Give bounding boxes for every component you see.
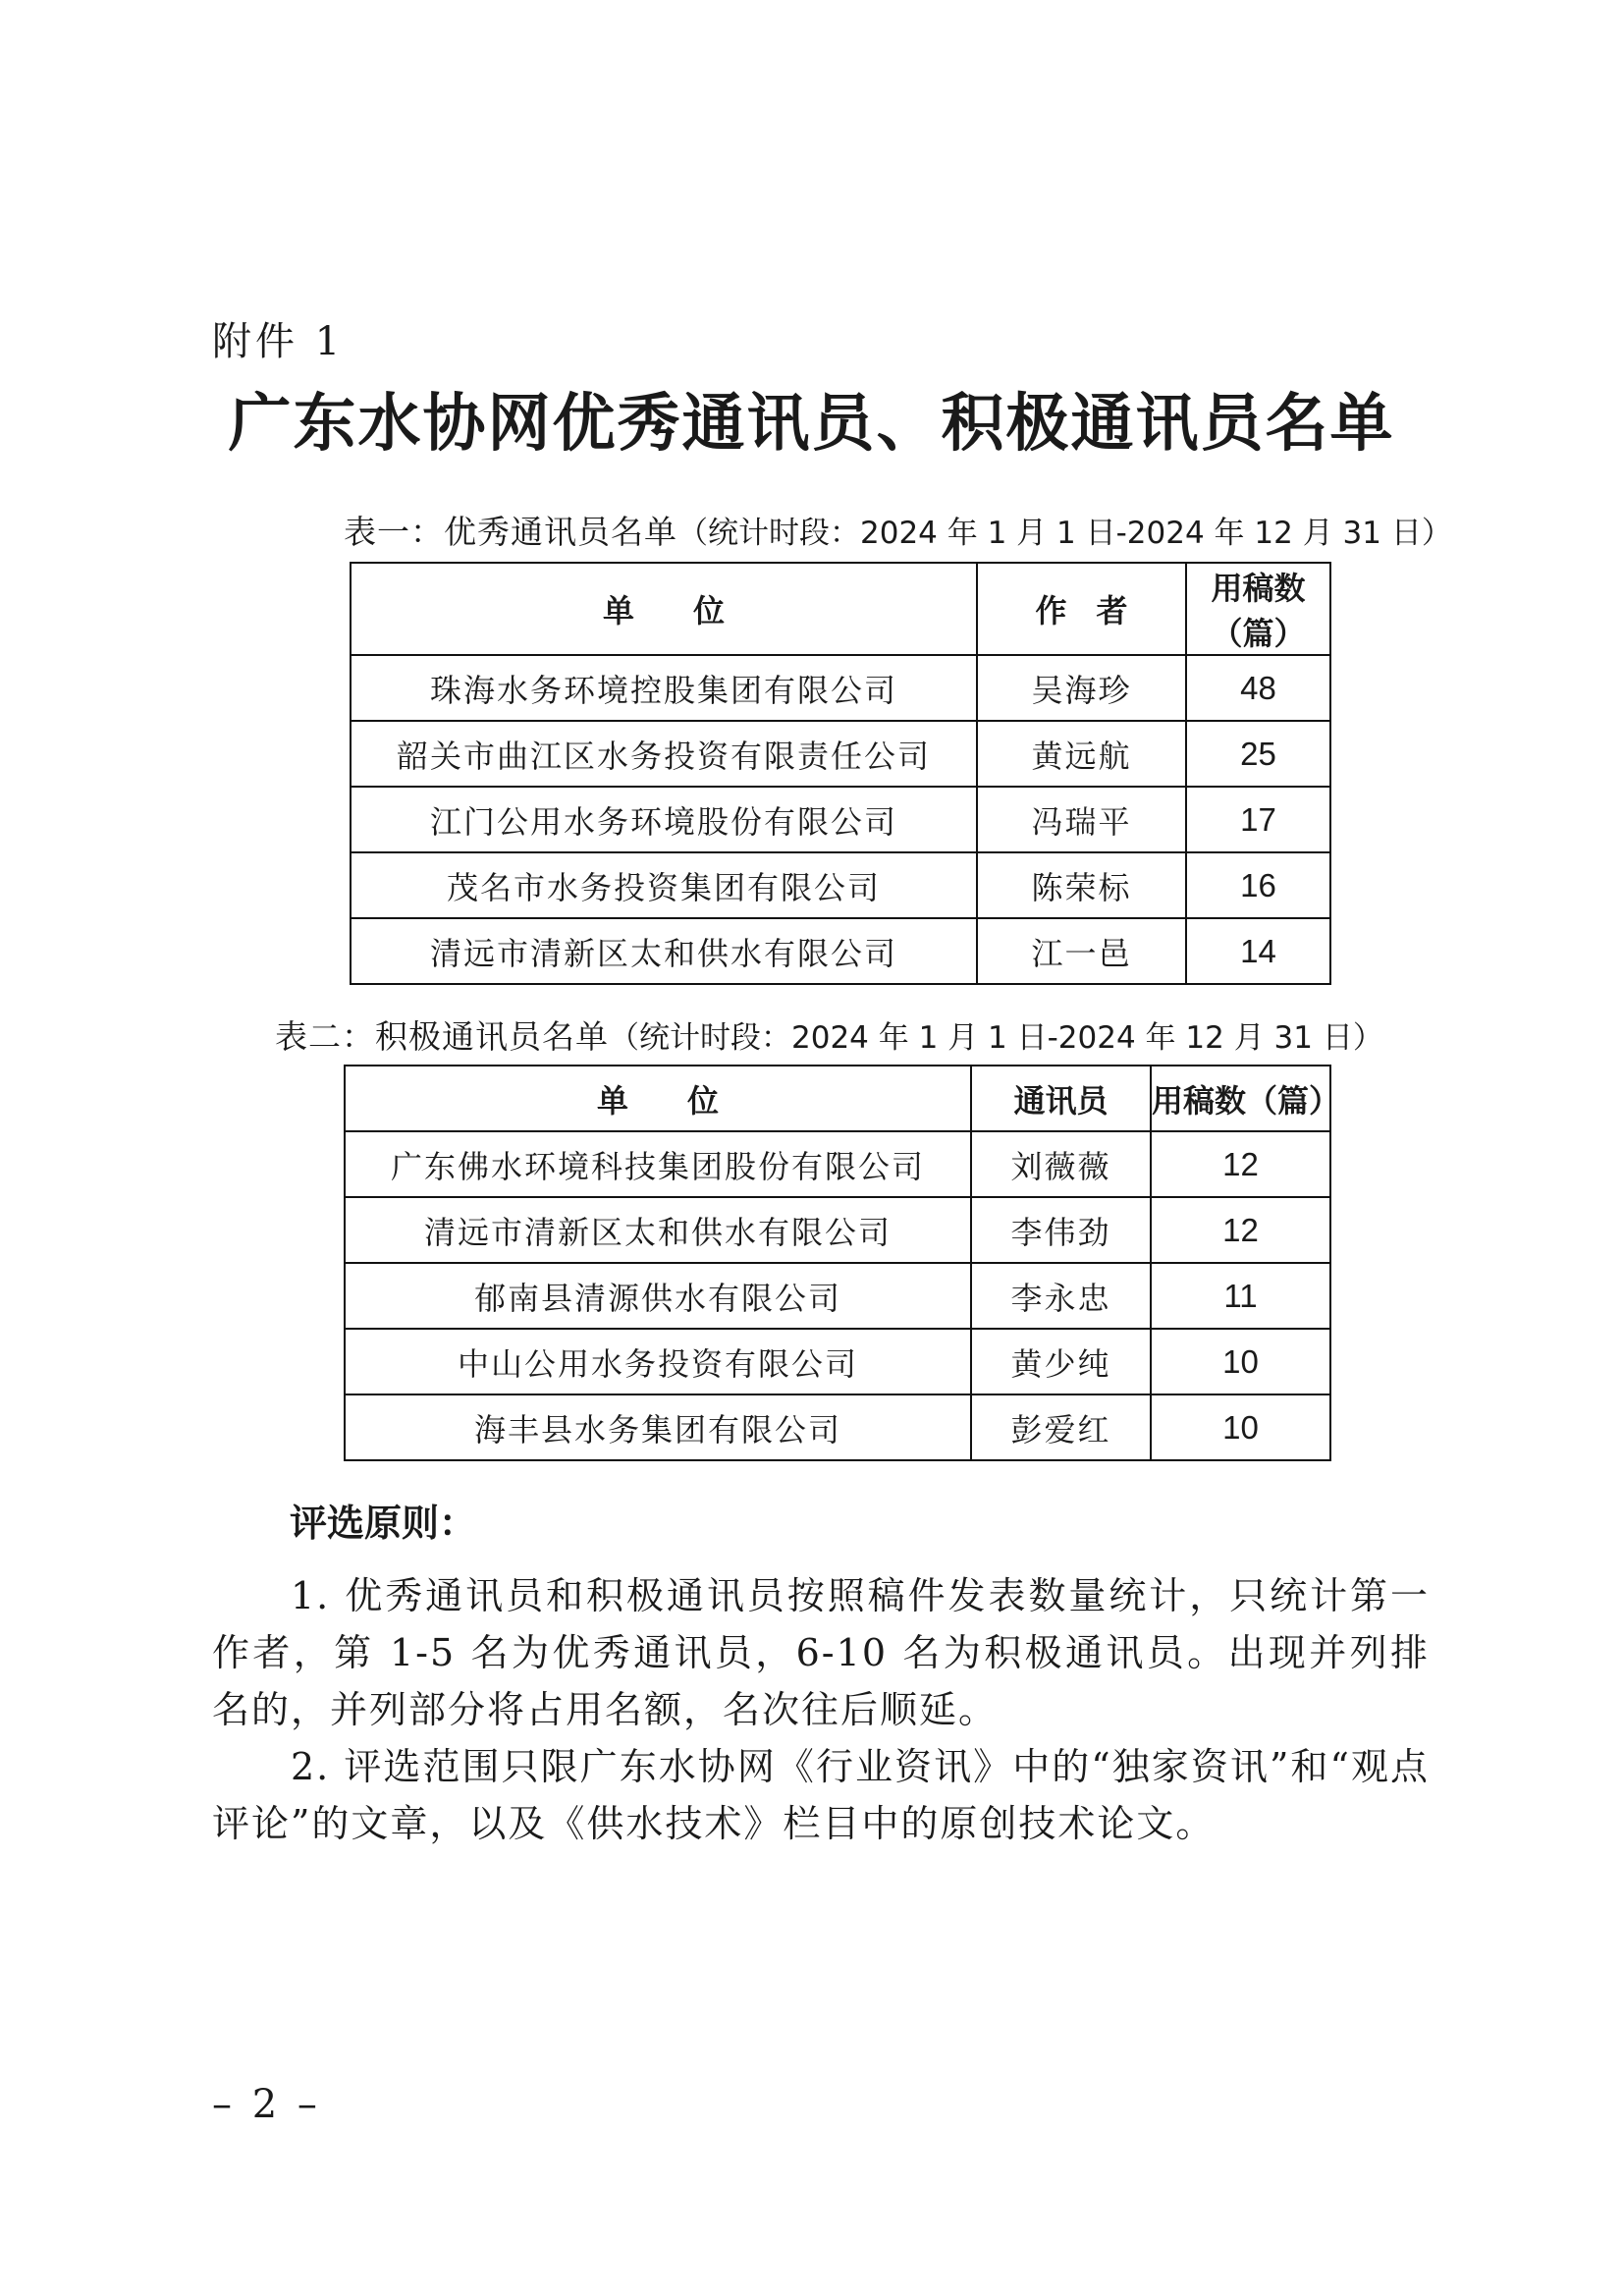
table-row [351,787,1330,852]
count-cell: 48 [1186,655,1330,721]
author-cell: 陈荣标 [977,852,1186,918]
table-row [351,918,1330,984]
table-header-row [345,1066,1330,1131]
column-header-correspondent: 通讯员 [971,1066,1151,1131]
count-cell: 25 [1186,721,1330,787]
unit-cell: 海丰县水务集团有限公司 [345,1394,971,1460]
author-cell: 江一邑 [977,918,1186,984]
table-header-row [351,563,1330,655]
column-header-count: 用稿数（篇） [1151,1066,1330,1131]
table-row [345,1329,1330,1394]
table-row [351,852,1330,918]
unit-cell: 清远市清新区太和供水有限公司 [351,918,977,984]
table-row [345,1197,1330,1263]
count-cell: 16 [1186,852,1330,918]
table2-caption-title: 表二：积极通讯员名单 [275,1017,609,1056]
unit-cell: 清远市清新区太和供水有限公司 [345,1197,971,1263]
unit-cell: 韶关市曲江区水务投资有限责任公司 [351,721,977,787]
table1-caption [344,507,1452,553]
table1-caption-period: （统计时段：2024 年 1 月 1 日-2024 年 12 月 31 日） [677,516,1452,551]
attachment-label: 附件 1 [212,319,345,364]
author-cell: 吴海珍 [977,655,1186,721]
table-row [345,1263,1330,1329]
correspondent-cell: 彭爱红 [971,1394,1151,1460]
table-row [351,655,1330,721]
table2-caption [275,1011,1383,1058]
count-cell: 12 [1151,1131,1330,1197]
principle-item: 2. 评选范围只限广东水协网《行业资讯》中的“独家资讯”和“观点评论”的文章，以及《供水技术》栏目中的原创技术论文。 [212,1745,1430,1845]
unit-cell: 广东佛水环境科技集团股份有限公司 [345,1131,971,1197]
count-cell: 10 [1151,1329,1330,1394]
correspondent-cell: 刘薇薇 [971,1131,1151,1197]
author-cell: 黄远航 [977,721,1186,787]
table-row [345,1394,1330,1460]
count-cell: 10 [1151,1394,1330,1460]
table2-caption-period: （统计时段：2024 年 1 月 1 日-2024 年 12 月 31 日） [609,1020,1383,1056]
document-title: 广东水协网优秀通讯员、积极通讯员名单 [228,388,1395,461]
active-correspondents-table [344,1065,1341,1461]
count-cell: 17 [1186,787,1330,852]
column-header-count: 用稿数（篇） [1186,563,1330,655]
count-cell: 12 [1151,1197,1330,1263]
correspondent-cell: 李永忠 [971,1263,1151,1329]
principle-item: 1. 优秀通讯员和积极通讯员按照稿件发表数量统计，只统计第一作者，第 1-5 名为优秀通讯员，6-10 名为积极通讯员。出现并列排名的，并列部分将占用名额，名次往后顺延。 [212,1574,1430,1731]
principles-heading: 评选原则： [290,1502,477,1545]
page-number: – 2 – [212,2082,321,2127]
correspondent-cell: 李伟劲 [971,1197,1151,1263]
unit-cell: 中山公用水务投资有限公司 [345,1329,971,1394]
table1-caption-title: 表一：优秀通讯员名单 [344,513,677,551]
unit-cell: 珠海水务环境控股集团有限公司 [351,655,977,721]
column-header-unit: 单位 [345,1066,971,1131]
count-cell: 14 [1186,918,1330,984]
table-row [345,1131,1330,1197]
outstanding-correspondents-table [350,562,1331,985]
count-cell: 11 [1151,1263,1330,1329]
unit-cell: 江门公用水务环境股份有限公司 [351,787,977,852]
table-row [351,721,1330,787]
author-cell: 冯瑞平 [977,787,1186,852]
unit-cell: 郁南县清源供水有限公司 [345,1263,971,1329]
unit-cell: 茂名市水务投资集团有限公司 [351,852,977,918]
column-header-unit: 单位 [351,563,977,655]
column-header-author: 作者 [977,563,1186,655]
correspondent-cell: 黄少纯 [971,1329,1151,1394]
